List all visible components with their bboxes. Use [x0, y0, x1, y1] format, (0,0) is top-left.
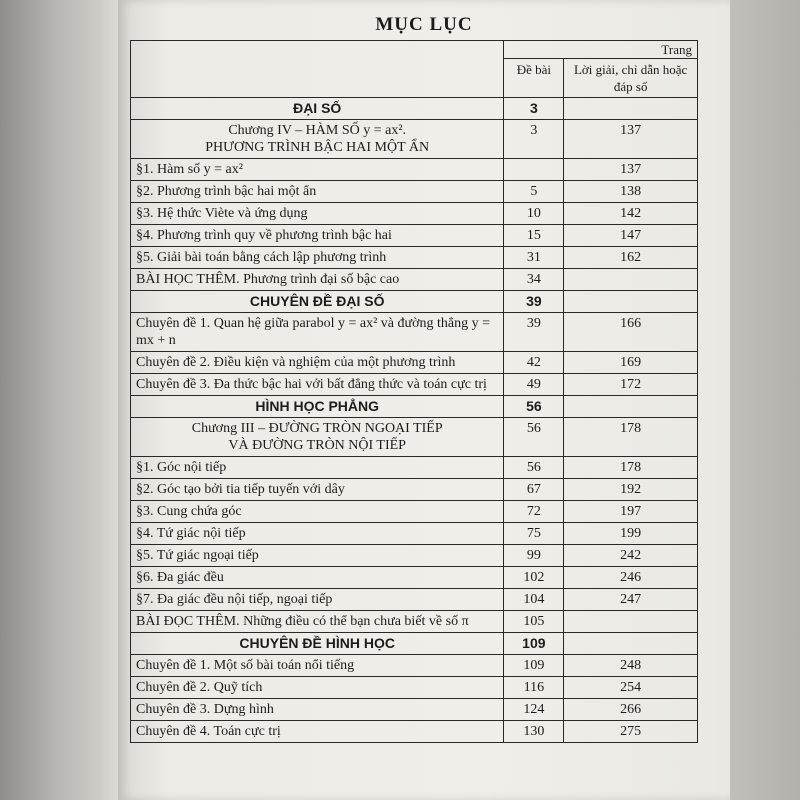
toc-de-bai-page: 109 [504, 655, 564, 677]
toc-loi-giai-page [564, 633, 698, 655]
toc-loi-giai-page: 137 [564, 120, 698, 159]
toc-loi-giai-page: 178 [564, 418, 698, 457]
toc-item-title: §4. Tứ giác nội tiếp [131, 523, 504, 545]
toc-item-row [131, 721, 698, 743]
toc-de-bai-page: 56 [504, 457, 564, 479]
toc-item-title: §3. Cung chứa góc [131, 501, 504, 523]
toc-item-row [131, 611, 698, 633]
toc-chapter-row [131, 120, 698, 159]
toc-item-title: §6. Đa giác đều [131, 567, 504, 589]
toc-item-row [131, 655, 698, 677]
toc-table [130, 40, 698, 743]
toc-loi-giai-page: 242 [564, 545, 698, 567]
toc-de-bai-page: 15 [504, 225, 564, 247]
toc-header-blank [131, 41, 504, 98]
toc-item-row [131, 203, 698, 225]
toc-de-bai-page [504, 159, 564, 181]
toc-loi-giai-page: 142 [564, 203, 698, 225]
toc-section-row [131, 396, 698, 418]
toc-loi-giai-page [564, 396, 698, 418]
toc-de-bai-page: 39 [504, 291, 564, 313]
toc-section-title: CHUYÊN ĐỀ ĐẠI SỐ [131, 291, 504, 313]
toc-item-row [131, 677, 698, 699]
toc-item-title: Chuyên đề 2. Quỹ tích [131, 677, 504, 699]
toc-de-bai-page: 109 [504, 633, 564, 655]
toc-loi-giai-page [564, 269, 698, 291]
toc-loi-giai-page: 246 [564, 567, 698, 589]
toc-item-row [131, 545, 698, 567]
toc-loi-giai-page: 147 [564, 225, 698, 247]
toc-de-bai-page: 130 [504, 721, 564, 743]
toc-item-title: Chuyên đề 3. Đa thức bậc hai với bất đẳng thức và toán cực trị [131, 374, 504, 396]
toc-item-title: §5. Giải bài toán bằng cách lập phương trình [131, 247, 504, 269]
toc-item-row [131, 313, 698, 352]
toc-item-row [131, 352, 698, 374]
toc-section-row [131, 291, 698, 313]
toc-header-loi-giai: Lời giải, chỉ dẫn hoặc đáp số [564, 59, 698, 98]
toc-item-row [131, 159, 698, 181]
toc-de-bai-page: 3 [504, 98, 564, 120]
toc-de-bai-page: 3 [504, 120, 564, 159]
toc-section-title: HÌNH HỌC PHẲNG [131, 396, 504, 418]
toc-de-bai-page: 104 [504, 589, 564, 611]
toc-loi-giai-page: 197 [564, 501, 698, 523]
toc-item-row [131, 479, 698, 501]
toc-de-bai-page: 67 [504, 479, 564, 501]
toc-item-row [131, 457, 698, 479]
toc-chapter-title: Chương III – ĐƯỜNG TRÒN NGOẠI TIẾP VÀ ĐƯỜNG TRÒN NỘI TIẾP [131, 418, 504, 457]
toc-loi-giai-page: 248 [564, 655, 698, 677]
toc-loi-giai-page: 192 [564, 479, 698, 501]
toc-loi-giai-page: 275 [564, 721, 698, 743]
toc-de-bai-page: 5 [504, 181, 564, 203]
toc-section-title: CHUYÊN ĐỀ HÌNH HỌC [131, 633, 504, 655]
toc-item-title: §7. Đa giác đều nội tiếp, ngoại tiếp [131, 589, 504, 611]
toc-item-row [131, 567, 698, 589]
page-edge [730, 0, 800, 800]
toc-loi-giai-page: 137 [564, 159, 698, 181]
toc-loi-giai-page [564, 291, 698, 313]
toc-de-bai-page: 116 [504, 677, 564, 699]
toc-item-title: Chuyên đề 1. Quan hệ giữa parabol y = ax² và đường thẳng y = mx + n [131, 313, 504, 352]
toc-item-title: Chuyên đề 2. Điều kiện và nghiệm của một phương trình [131, 352, 504, 374]
toc-item-title: Chuyên đề 4. Toán cực trị [131, 721, 504, 743]
toc-de-bai-page: 56 [504, 418, 564, 457]
toc-header-row [131, 41, 698, 59]
toc-item-row [131, 523, 698, 545]
toc-header-de-bai: Đề bài [504, 59, 564, 98]
toc-loi-giai-page: 172 [564, 374, 698, 396]
toc-chapter-row [131, 418, 698, 457]
toc-section-row [131, 633, 698, 655]
toc-item-row [131, 269, 698, 291]
toc-de-bai-page: 72 [504, 501, 564, 523]
toc-loi-giai-page: 254 [564, 677, 698, 699]
toc-item-title: §1. Hàm số y = ax² [131, 159, 504, 181]
toc-item-title: §2. Phương trình bậc hai một ẩn [131, 181, 504, 203]
toc-de-bai-page: 99 [504, 545, 564, 567]
toc-chapter-title: Chương IV – HÀM SỐ y = ax². PHƯƠNG TRÌNH BẬC HAI MỘT ẨN [131, 120, 504, 159]
toc-de-bai-page: 124 [504, 699, 564, 721]
toc-de-bai-page: 105 [504, 611, 564, 633]
toc-item-title: §3. Hệ thức Viète và ứng dụng [131, 203, 504, 225]
toc-de-bai-page: 102 [504, 567, 564, 589]
toc-item-title: Chuyên đề 3. Dựng hình [131, 699, 504, 721]
toc-item-title: BÀI HỌC THÊM. Phương trình đại số bậc cao [131, 269, 504, 291]
toc-item-title: §1. Góc nội tiếp [131, 457, 504, 479]
toc-item-row [131, 699, 698, 721]
book-spine [0, 0, 118, 800]
page-title: MỤC LỤC [375, 14, 473, 35]
toc-loi-giai-page: 178 [564, 457, 698, 479]
toc-loi-giai-page: 138 [564, 181, 698, 203]
toc-loi-giai-page: 199 [564, 523, 698, 545]
toc-item-title: §2. Góc tạo bởi tia tiếp tuyến với dây [131, 479, 504, 501]
toc-item-title: §4. Phương trình quy về phương trình bậc hai [131, 225, 504, 247]
toc-item-title: §5. Tứ giác ngoại tiếp [131, 545, 504, 567]
toc-item-title: BÀI ĐỌC THÊM. Những điều có thể bạn chưa biết về số π [131, 611, 504, 633]
toc-header-trang: Trang [504, 41, 698, 59]
toc-de-bai-page: 31 [504, 247, 564, 269]
toc-de-bai-page: 42 [504, 352, 564, 374]
toc-item-row [131, 225, 698, 247]
toc-de-bai-page: 10 [504, 203, 564, 225]
toc-de-bai-page: 56 [504, 396, 564, 418]
toc-item-row [131, 374, 698, 396]
toc-item-row [131, 589, 698, 611]
toc-loi-giai-page [564, 98, 698, 120]
toc-item-row [131, 181, 698, 203]
toc-section-row [131, 98, 698, 120]
toc-loi-giai-page: 166 [564, 313, 698, 352]
toc-de-bai-page: 75 [504, 523, 564, 545]
toc-loi-giai-page: 169 [564, 352, 698, 374]
toc-loi-giai-page: 266 [564, 699, 698, 721]
toc-section-title: ĐẠI SỐ [131, 98, 504, 120]
toc-de-bai-page: 39 [504, 313, 564, 352]
toc-loi-giai-page [564, 611, 698, 633]
toc-loi-giai-page: 162 [564, 247, 698, 269]
toc-de-bai-page: 34 [504, 269, 564, 291]
toc-loi-giai-page: 247 [564, 589, 698, 611]
toc-de-bai-page: 49 [504, 374, 564, 396]
toc-item-title: Chuyên đề 1. Một số bài toán nổi tiếng [131, 655, 504, 677]
toc-item-row [131, 247, 698, 269]
toc-item-row [131, 501, 698, 523]
